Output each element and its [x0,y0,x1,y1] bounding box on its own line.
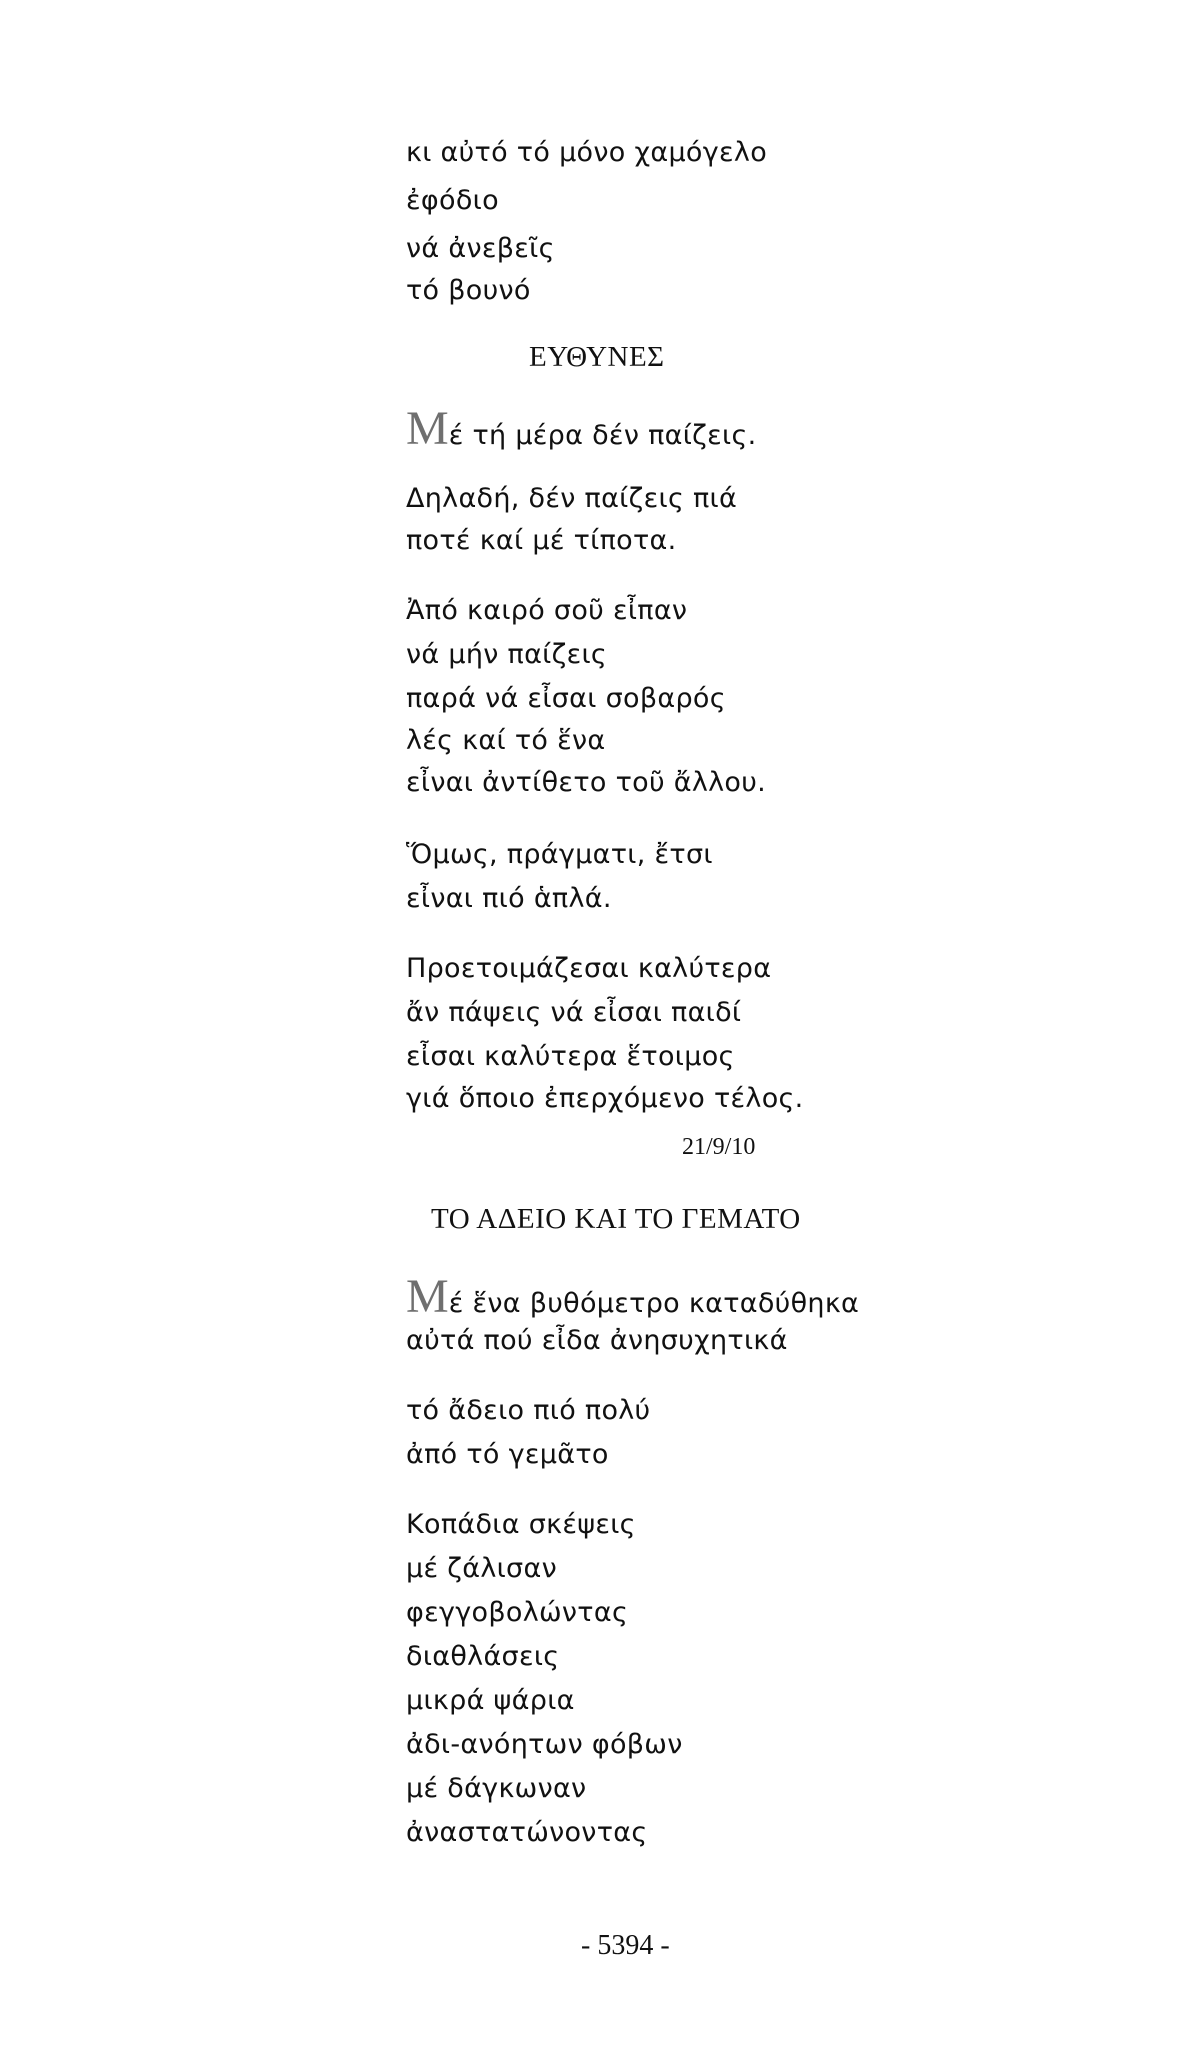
poem2-line: ἀδι-ανόητων φόβων [406,1729,683,1760]
poem2-first-line [406,1270,860,1323]
poem1-line: εἶναι ἀντίθετο τοῦ ἄλλου. [406,767,767,798]
poem1-line: ἄν πάψεις νά εἶσαι παιδί [406,997,742,1028]
poem1-line: Ὅμως, πράγματι, ἔτσι [406,839,713,870]
drop-cap: Μ [406,402,449,455]
poem2-line: μέ ζάλισαν [406,1553,557,1584]
poem2-line: μικρά ψάρια [406,1685,575,1716]
poem1-line: Ἀπό καιρό σοῦ εἶπαν [406,595,688,626]
poem2-first-line-text: έ ἕνα βυθόμετρο καταδύθηκα [448,1288,860,1319]
poem1-first-line [406,402,757,455]
poem2-line: ἀπό τό γεμᾶτο [406,1439,609,1470]
poem1-line: Προετοιμάζεσαι καλύτερα [406,953,772,984]
drop-cap: Μ [406,1270,449,1323]
poem2-line: διαθλάσεις [406,1641,560,1672]
poem1-line: παρά νά εἶσαι σοβαρός [406,683,726,714]
poem1-line: εἶναι πιό ἁπλά. [406,883,612,914]
poem1-line: εἶσαι καλύτερα ἕτοιμος [406,1041,735,1072]
poem1-line: γιά ὅποιο ἐπερχόμενο τέλος. [406,1083,804,1114]
poem2-line: ἀναστατώνοντας [406,1817,648,1848]
poem1-line: νά μήν παίζεις [406,639,608,670]
intro-line: νά ἀνεβεῖς [406,233,555,264]
intro-line: κι αὐτό τό μόνο χαμόγελο [406,137,768,168]
poem1-line: Δηλαδή, δέν παίζεις πιά [406,483,738,514]
poem2-line: τό ἄδειο πιό πολύ [406,1395,651,1426]
poem2-line: φεγγοβολώντας [406,1597,629,1628]
poem1-date: 21/9/10 [682,1134,756,1160]
intro-line: ἐφόδιο [406,185,499,216]
poem1-line: λές καί τό ἕνα [406,725,606,756]
poem2-title: ΤΟ ΑΔΕΙΟ ΚΑΙ ΤΟ ΓΕΜΑΤΟ [431,1203,801,1235]
intro-line: τό βουνό [406,275,531,306]
page-number: - 5394 - [581,1930,670,1961]
poem1-title: ΕΥΘΥΝΕΣ [529,341,665,373]
poem1-first-line-text: έ τή μέρα δέν παίζεις. [448,420,757,451]
poem2-line: Κοπάδια σκέψεις [406,1509,636,1540]
poem2-line: μέ δάγκωναν [406,1773,587,1804]
poem1-line: ποτέ καί μέ τίποτα. [406,525,677,556]
poem2-line: αὐτά πού εἶδα ἀνησυχητικά [406,1325,788,1356]
